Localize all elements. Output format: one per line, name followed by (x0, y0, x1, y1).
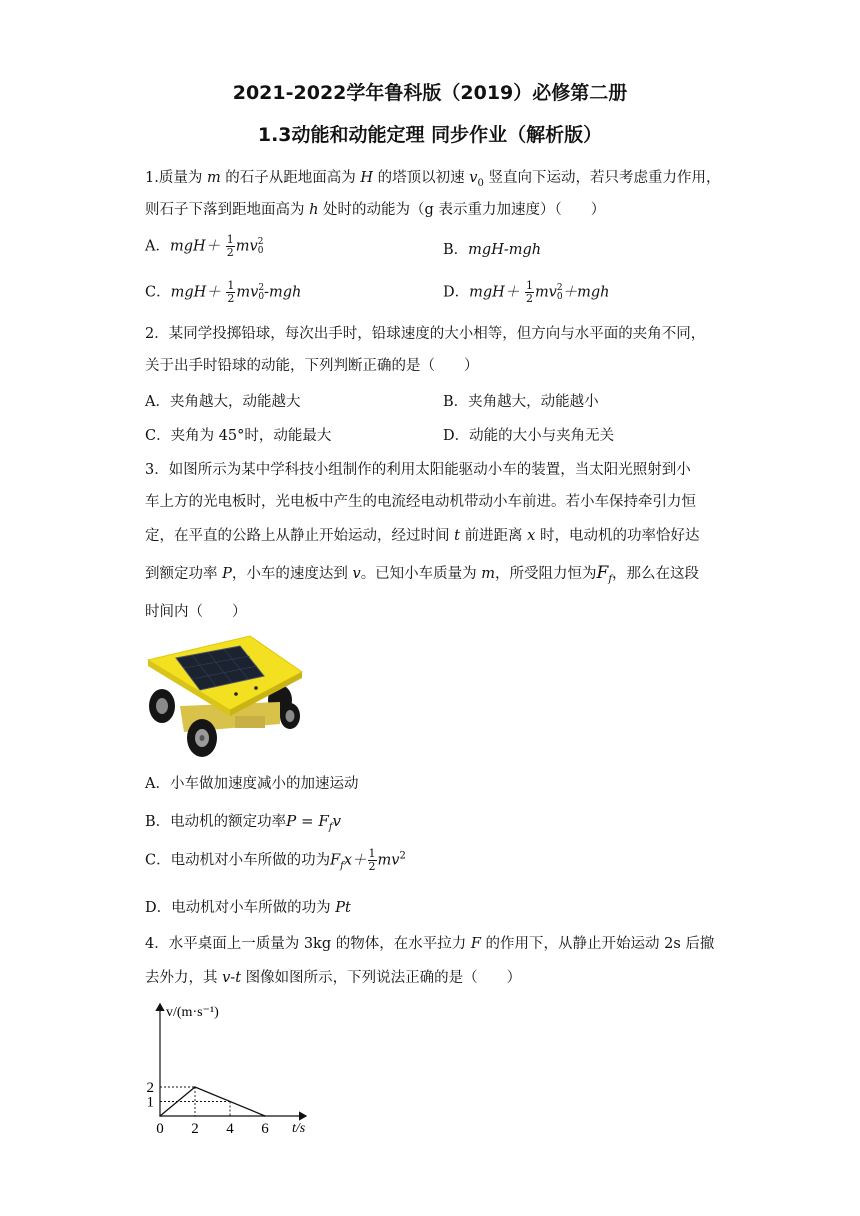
q3-stem-line-5: 时间内（ ） (145, 604, 247, 620)
q3-stem-line-3: 定，在平直的公路上从静止开始运动，经过时间 t 前进距离 x 时，电动机的功率恰好达 (145, 528, 700, 544)
q3-stem-line-2: 车上方的光电板时，光电板中产生的电流经电动机带动小车前进。若小车保持牵引力恒 (145, 494, 696, 510)
q3-option-b[interactable]: B．电动机的额定功率$P = F_fv$ (145, 812, 341, 833)
fraction: $\frac{1}{2}$ (525, 279, 533, 305)
q2-stem-line-1: 2．某同学投掷铅球，每次出手时，铅球速度的大小相等，但方向与水平面的夹角不同， (145, 326, 706, 342)
q1-stem-line-1: 1.质量为 m 的石子从距地面高为 H 的塔顶以初速 $v_0$ 竖直向下运动，若只考虑重力作用， (145, 170, 721, 189)
q4-stem-line-1: 4．水平桌面上一质量为 3kg 的物体，在水平拉力 F 的作用下，从静止开始运动 2s 后撤 (145, 936, 715, 952)
x-tick-labels (156, 1121, 269, 1137)
q1-option-c[interactable]: C．mgH＋ $\frac{1}{2}$ mv 2 0 -mgh (145, 279, 302, 305)
y-tick-label: 1 (146, 1094, 154, 1111)
q2-option-d[interactable]: D．动能的大小与夹角无关 (443, 428, 615, 444)
x-tick-label: 0 (156, 1121, 164, 1137)
title-line-2: 1.3动能和动能定理 同步作业（解析版） (257, 124, 603, 146)
guide-lines (160, 1087, 230, 1116)
q2-option-c[interactable]: C．夹角为 45°时，动能最大 (145, 428, 332, 444)
x-tick-label: 2 (191, 1121, 199, 1137)
q3-option-d[interactable]: D．电动机对小车所做的功为 Pt (145, 900, 351, 916)
solar-car-image (140, 632, 310, 760)
data-point (264, 1115, 266, 1117)
q1-stem-line-2: 则石子下落到距地面高为 h 处时的动能为（g 表示重力加速度）（ ） (145, 202, 606, 218)
q2-option-b[interactable]: B．夹角越大，动能越小 (443, 394, 599, 410)
q1-option-d[interactable]: D．mgH＋ $\frac{1}{2}$ mv 2 0 ＋mgh (443, 279, 610, 305)
q1-option-a[interactable]: A．mgH＋ $\frac{1}{2}$ mv 2 0 (145, 233, 264, 259)
fraction: $\frac{1}{2}$ (368, 847, 376, 873)
q3-option-c[interactable]: C．电动机对小车所做的功为$F_fx+$ $\frac{1}{2}$ $mv^2$ (145, 847, 406, 873)
q4-stem-line-2: 去外力，其 v-t 图像如图所示，下列说法正确的是（ ） (145, 970, 522, 986)
fraction: $\frac{1}{2}$ (227, 279, 235, 305)
fraction: $\frac{1}{2}$ (226, 233, 234, 259)
q3-option-a[interactable]: A．小车做加速度减小的加速运动 (145, 776, 359, 792)
x-axis-label: t/s (292, 1121, 306, 1136)
q2-stem-line-2: 关于出手时铅球的动能，下列判断正确的是（ ） (145, 358, 479, 374)
y-axis-label: v/(m·s⁻¹) (166, 1005, 219, 1020)
x-tick-label: 6 (261, 1121, 269, 1137)
data-point (159, 1115, 161, 1117)
q3-stem-line-4: 到额定功率 P，小车的速度达到 v。已知小车质量为 m，所受阻力恒为$F_f$，那么在这段 (145, 563, 700, 585)
x-tick-label: 4 (226, 1121, 234, 1137)
title-line-1: 2021-2022学年鲁科版（2019）必修第二册 (232, 82, 628, 104)
q1-option-b[interactable]: B．mgH-mgh (443, 242, 542, 258)
y-tick-label: 2 (146, 1080, 154, 1096)
v-t-graph (140, 996, 320, 1141)
q3-stem-line-1: 3．如图所示为某中学科技小组制作的利用太阳能驱动小车的装置，当太阳光照射到小 (145, 462, 691, 478)
data-point (194, 1086, 196, 1088)
y-tick-labels (147, 1080, 155, 1111)
q2-option-a[interactable]: A．夹角越大，动能越大 (145, 394, 301, 410)
